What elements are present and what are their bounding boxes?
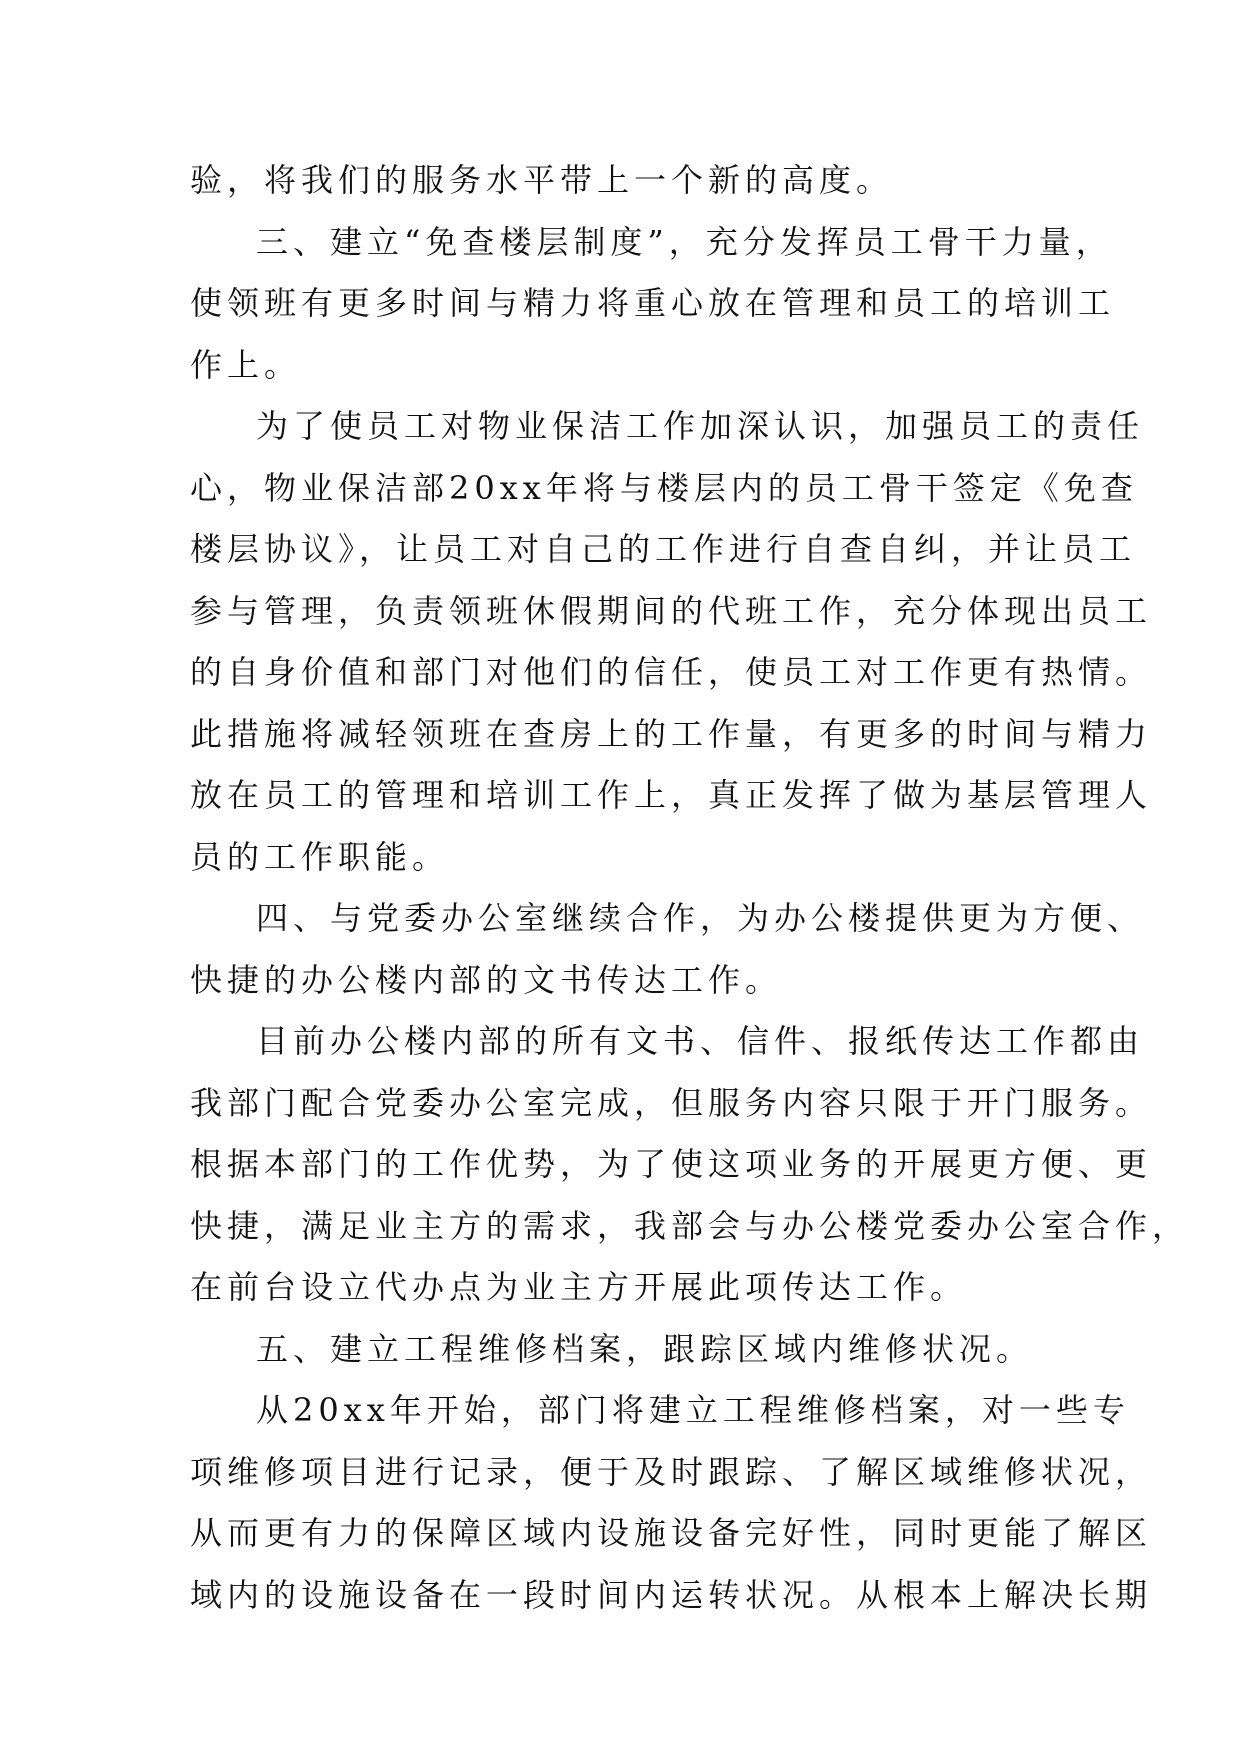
section-heading-3: 三、建立“免查楼层制度”，充分发挥员工骨干力量，	[256, 222, 1113, 261]
text-line: 心，物业保洁部20xx年将与楼层内的员工骨干签定《免查	[190, 468, 1138, 507]
text-line: 参与管理，负责领班休假期间的代班工作，充分体现出员工	[190, 591, 1153, 630]
paragraph-start: 为了使员工对物业保洁工作加深认识，加强员工的责任	[256, 407, 1145, 445]
text-line: 放在员工的管理和培训工作上，真正发挥了做为基层管理人	[190, 776, 1153, 814]
text-line: 快捷的办公楼内部的文书传达工作。	[190, 960, 783, 999]
text-line: 使领班有更多时间与精力将重心放在管理和员工的培训工	[190, 284, 1116, 322]
text-line: 在前台设立代办点为业主方开展此项传达工作。	[190, 1268, 968, 1306]
text-line: 快捷，满足业主方的需求，我部会与办公楼党委办公室合作，	[190, 1206, 1190, 1245]
text-line: 员的工作职能。	[190, 837, 450, 876]
text-line: 根据本部门的工作优势，为了使这项业务的开展更方便、更	[190, 1145, 1153, 1183]
text-line: 我部门配合党委办公室完成，但服务内容只限于开门服务。	[190, 1083, 1153, 1122]
text-line: 验，将我们的服务水平带上一个新的高度。	[190, 161, 894, 199]
text-line: 域内的设施设备在一段时间内运转状况。从根本上解决长期	[190, 1575, 1153, 1614]
text-line: 此措施将减轻领班在查房上的工作量，有更多的时间与精力	[190, 714, 1153, 753]
paragraph-start: 目前办公楼内部的所有文书、信件、报纸传达工作都由	[256, 1022, 1145, 1060]
text-line: 项维修项目进行记录，便于及时跟踪、了解区域维修状况，	[190, 1452, 1153, 1491]
text-line: 的自身价值和部门对他们的信任，使员工对工作更有热情。	[190, 653, 1153, 691]
text-line: 楼层协议》，让员工对自己的工作进行自查自纠，并让员工	[190, 530, 1137, 568]
section-heading-5: 五、建立工程维修档案，跟踪区域内维修状况。	[256, 1329, 1034, 1368]
document-body	[190, 150, 1190, 1626]
section-heading-4: 四、与党委办公室继续合作，为办公楼提供更为方便、	[256, 899, 1145, 937]
text-line: 从而更有力的保障区域内设施设备完好性，同时更能了解区	[190, 1514, 1153, 1552]
text-line: 作上。	[190, 345, 302, 384]
paragraph-start: 从20xx年开始，部门将建立工程维修档案，对一些专	[256, 1391, 1130, 1429]
